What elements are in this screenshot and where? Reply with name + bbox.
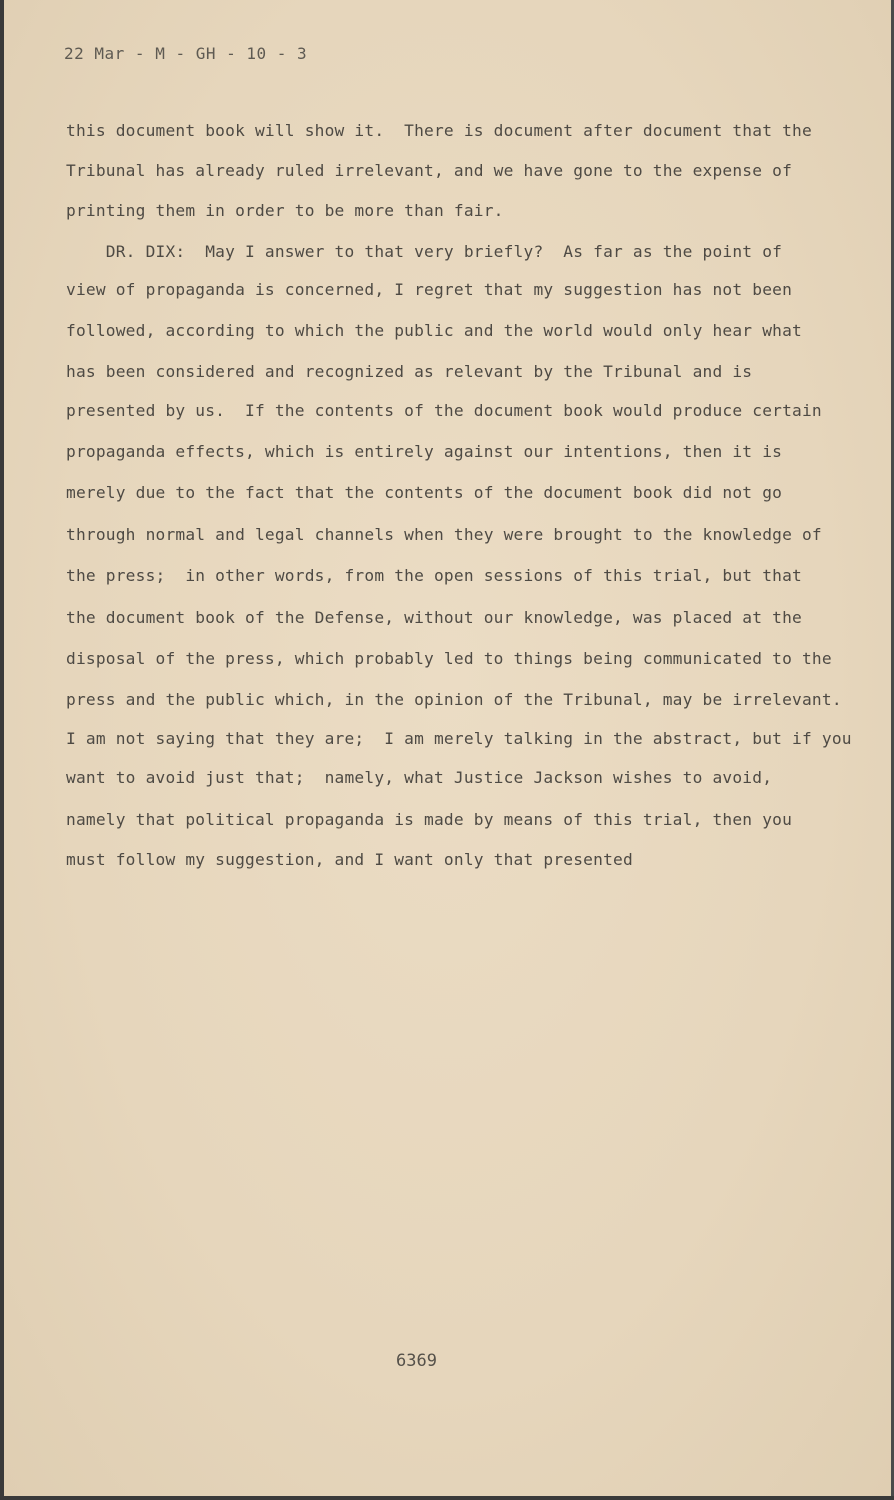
text-line-15: press and the public which, in the opinion of the Tribunal, may be irrelevant. [66, 690, 842, 709]
text-line-5: view of propaganda is concerned, I regret that my suggestion has not been [66, 280, 793, 299]
text-line-12: the press; in other words, from the open sessions of this trial, but that [66, 566, 802, 585]
text-line-6: followed, according to which the public and the world would only hear what [66, 321, 802, 340]
text-line-3: printing them in order to be more than fair. [66, 201, 504, 220]
text-line-14: disposal of the press, which probably led to things being communicated to the [66, 649, 832, 668]
text-line-8: presented by us. If the contents of the document book would produce certain [66, 401, 822, 420]
bottom-edge [0, 1496, 894, 1500]
text-line-18: namely that political propaganda is made by means of this trial, then you [66, 810, 793, 829]
text-line-4: DR. DIX: May I answer to that very briefly? As far as the point of [66, 242, 783, 261]
text-line-9: propaganda effects, which is entirely against our intentions, then it is [66, 442, 783, 461]
text-line-10: merely due to the fact that the contents of the document book did not go [66, 483, 783, 502]
text-line-13: the document book of the Defense, without our knowledge, was placed at the [66, 608, 802, 627]
page-header: 22 Mar - M - GH - 10 - 3 [64, 44, 308, 63]
text-line-16: I am not saying that they are; I am merely talking in the abstract, but if you [66, 729, 852, 748]
text-line-2: Tribunal has already ruled irrelevant, and we have gone to the expense of [66, 161, 793, 180]
text-line-11: through normal and legal channels when they were brought to the knowledge of [66, 525, 822, 544]
text-line-19: must follow my suggestion, and I want only that presented [66, 850, 633, 869]
text-line-17: want to avoid just that; namely, what Justice Jackson wishes to avoid, [66, 768, 773, 787]
text-line-1: this document book will show it. There is document after document that the [66, 121, 812, 140]
text-line-7: has been considered and recognized as relevant by the Tribunal and is [66, 362, 753, 381]
page-number: 6369 [396, 1351, 437, 1371]
left-edge [0, 0, 4, 1500]
